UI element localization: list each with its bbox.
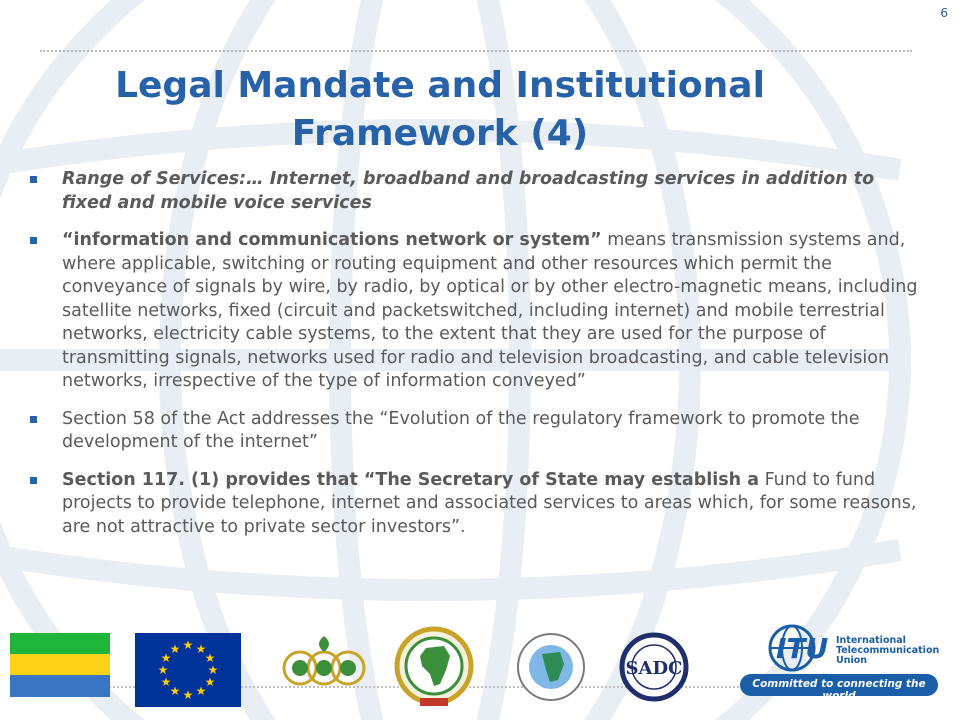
slide-title: Legal Mandate and Institutional Framework (4) [115,65,765,154]
eu-flag-icon [135,633,241,707]
svg-text:★: ★ [169,642,181,656]
bullet-lead: Section 117. (1) provides that “The Secretary of State may establish a [62,469,760,490]
svg-text:★: ★ [204,675,216,689]
itu-name-line3: Union [836,655,868,666]
svg-text:★: ★ [169,684,181,698]
svg-text:★: ★ [160,651,172,665]
svg-text:★: ★ [160,675,172,689]
bullet-list [30,168,920,553]
bullet-body: Section 58 of the Act addresses the “Evolution of the regulatory framework to promote the development of the internet” [62,408,860,452]
top-divider [40,50,912,52]
bullet-body: means transmission systems and, where applicable, switching or routing equipment and other resources which permit the conveyance of signals by wire, by radio, by optical or by other electro-magnetic means, including satellite networks, fixed (circuit and packetswitched, including internet) and mobile terrestrial networks, electricity cable systems, to the extent that they are used for the purpose of transmitting signals, networks used for radio and television broadcasting, and cable television networks, irrespective of the type of information conveyed” [62,230,918,391]
bullet-network-definition [30,229,920,394]
gabon-flag-icon [10,633,110,697]
itu-name-line1: International [836,635,906,646]
svg-text:★: ★ [157,663,169,677]
bullet-range-of-services [30,168,920,215]
bullet-marker-icon [30,416,37,423]
svg-text:★: ★ [207,663,219,677]
slide-number: 6 [940,6,948,20]
partner-logos-bar [0,630,960,710]
bullet-lead: “information and communications network or system” [62,230,602,250]
svg-text:★: ★ [195,642,207,656]
svg-text:SADC: SADC [625,658,683,679]
svg-text:★: ★ [182,638,194,652]
bullet-body: Fund to fund projects to provide telephone, internet and associated services to areas which, for some reasons, are not attractive to private sector investors”. [62,469,917,537]
bullet-section-117 [30,469,920,540]
itu-name-line2: Telecommunication [836,645,940,656]
bullet-lead-rest: :… Internet, broadband and broadcasting services in addition to fixed and mobile voice services [62,169,875,213]
crasa-logo-icon [508,630,594,704]
svg-text:★: ★ [204,651,216,665]
au-emblem-icon [386,626,482,710]
svg-text:ITU: ITU [776,632,829,665]
itu-tagline: Committed to connecting the world [752,678,926,702]
svg-text:★: ★ [195,684,207,698]
bullet-marker-icon [30,477,37,484]
bullet-marker-icon [30,237,37,244]
bullet-section-58 [30,408,920,455]
itu-logo-icon [740,622,940,702]
cap-logo-icon [278,632,370,700]
sadc-logo-icon [616,632,692,702]
bullet-marker-icon [30,176,37,183]
svg-text:★: ★ [182,688,194,702]
bullet-lead: Range of Services [62,169,240,189]
